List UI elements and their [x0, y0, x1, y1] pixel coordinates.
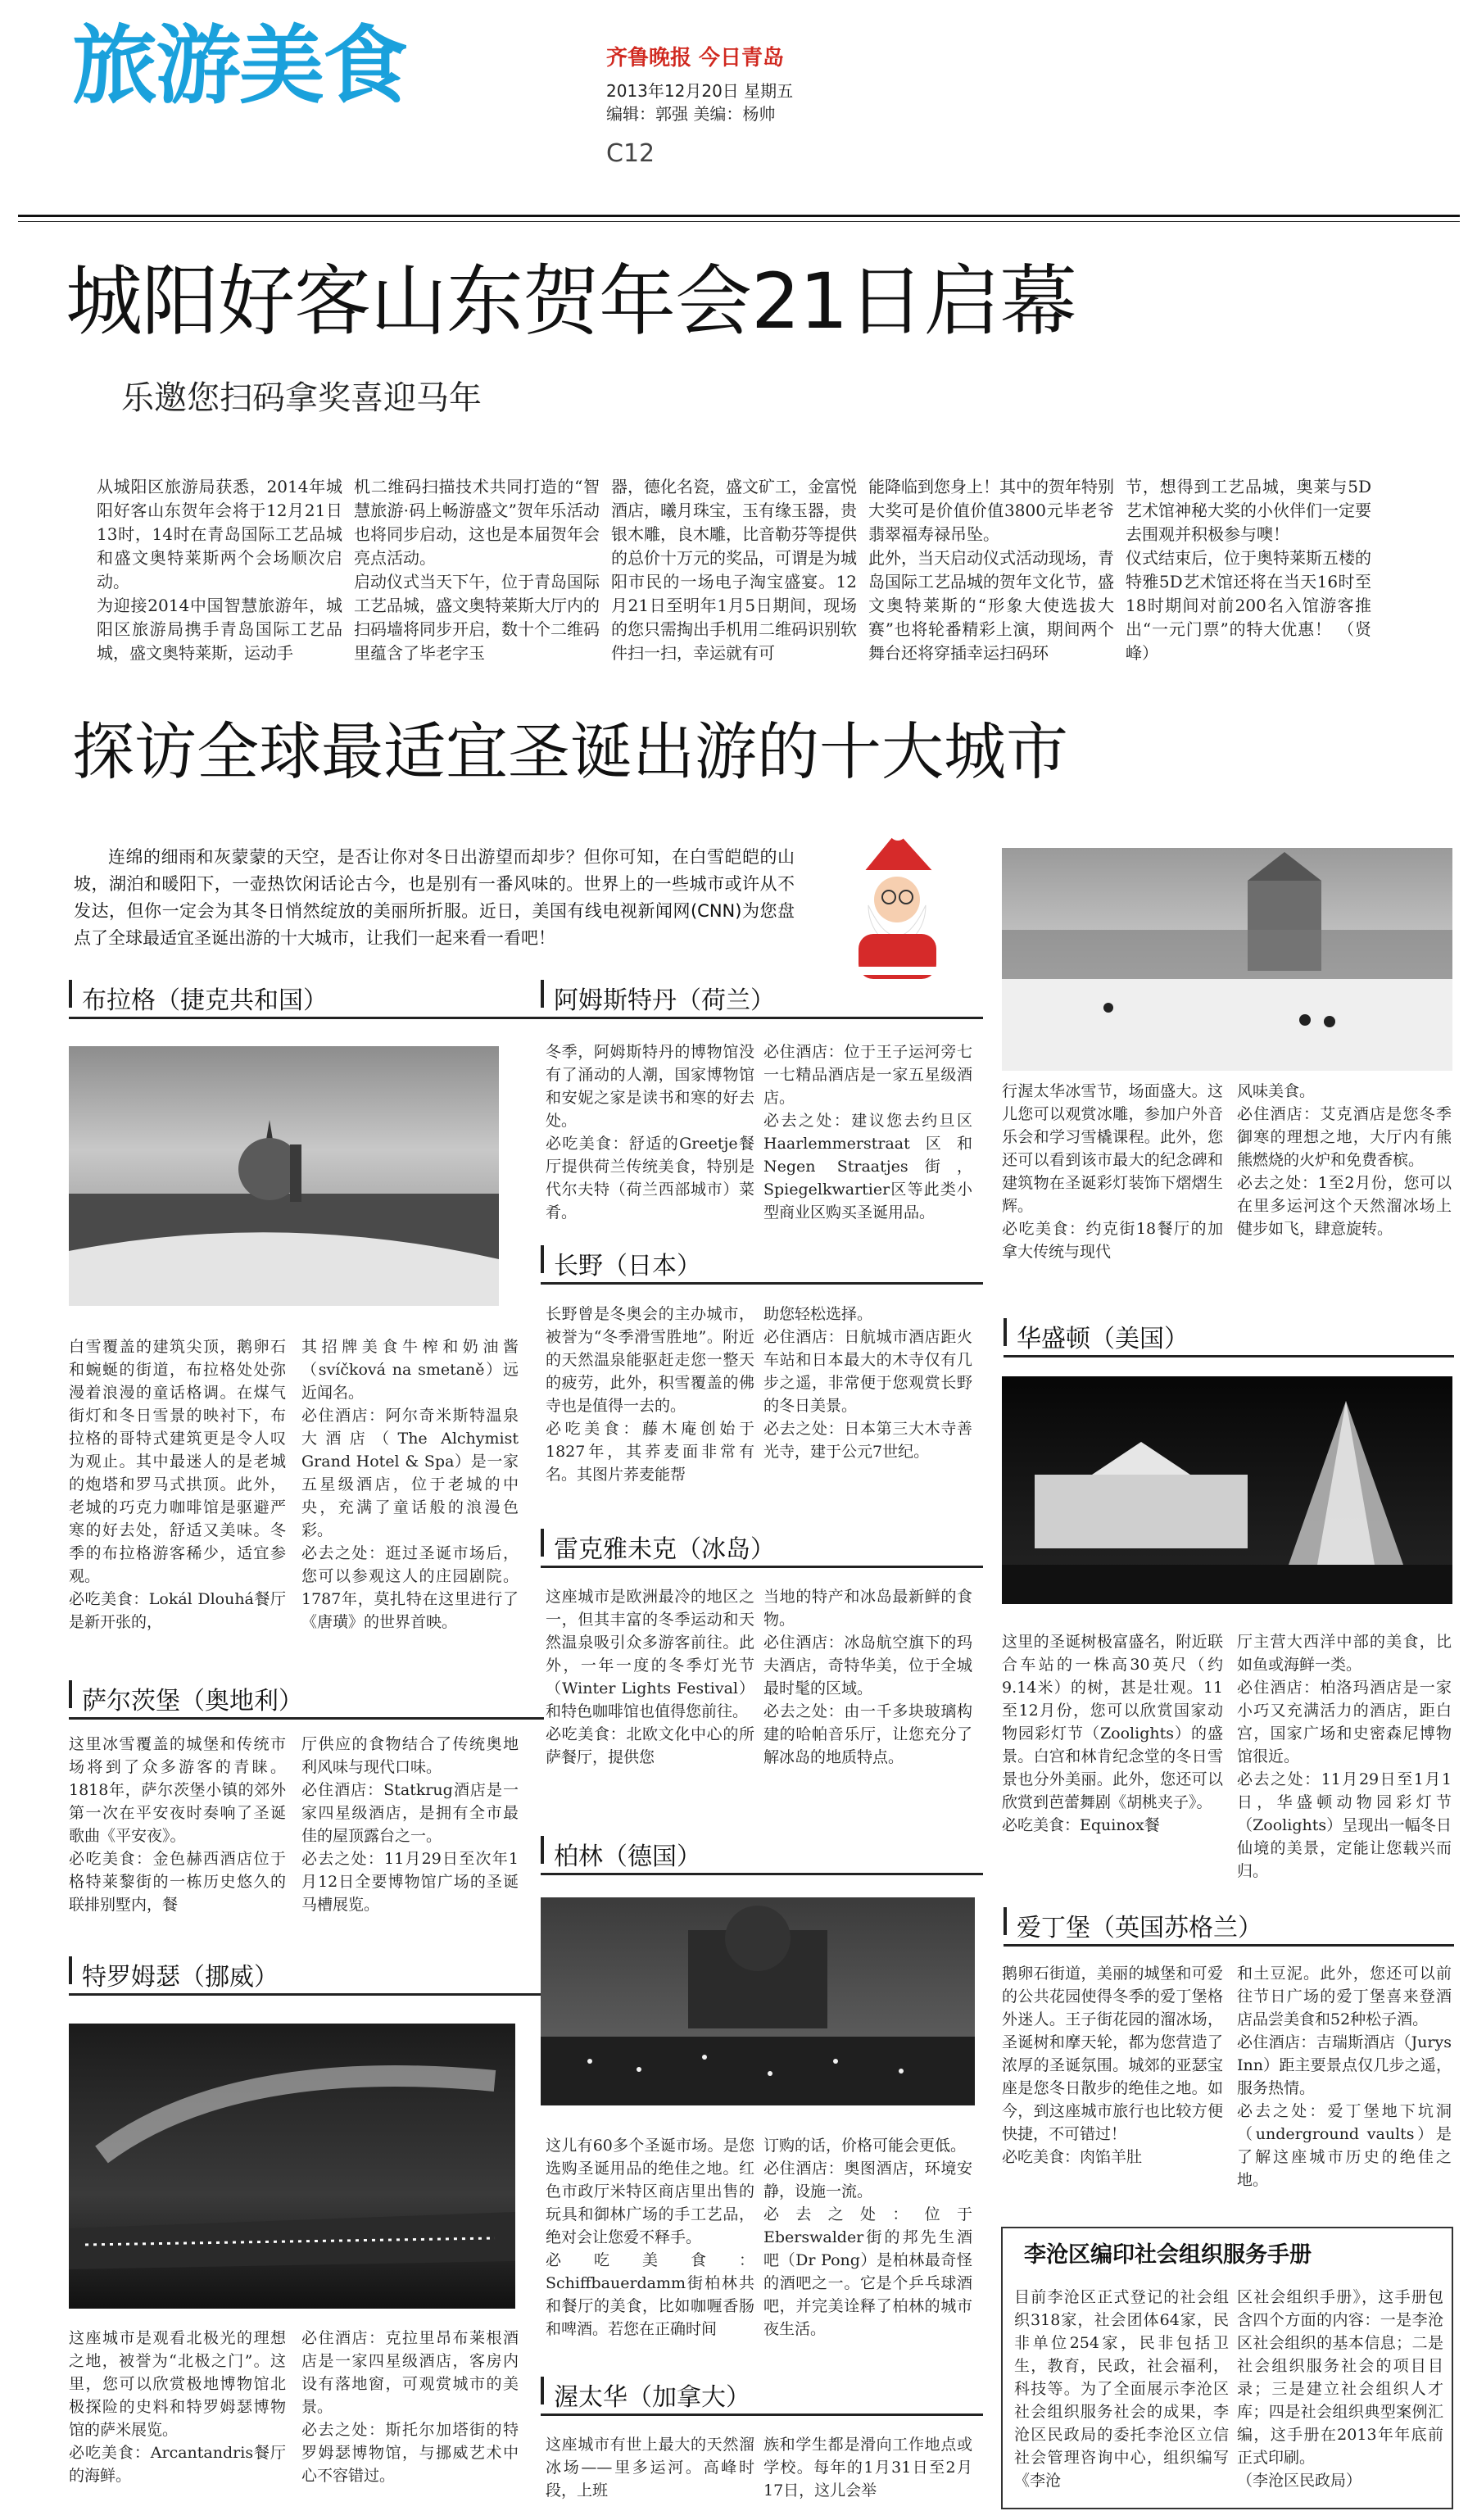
lead-subhead: 乐邀您扫码拿奖喜迎马年: [121, 379, 482, 417]
lead-column-1: 从城阳区旅游局获悉，2014年城阳好客山东贺年会将于12月21日13时，14时在青岛国际工艺品城和盛文奥特莱斯两个会场顺次启动。 为迎接2014中国智慧旅游年，城阳区旅游局携手青岛国际工艺品城，盛文奥特莱斯，运动手: [97, 477, 342, 663]
ottawa-column-2: 族和学生都是滑向工作地点或学校。每年的1月31日至2月17日，这儿会举: [763, 2436, 972, 2500]
amsterdam-column-1: 冬季，阿姆斯特丹的博物馆没有了涌动的人潮，国家博物馆和安妮之家是读书和寒的好去处。 必吃美食：舒适的Greetje餐厅提供荷兰传统美食，特别是代尔夫特（荷兰西部城市）菜肴。: [546, 1043, 754, 1221]
prague-photo: [69, 1046, 499, 1306]
ottawa-column-1: 这座城市有世上最大的天然溜冰场——里多运河。高峰时段，上班: [546, 2436, 754, 2500]
tromso-aurora-photo: [69, 2024, 515, 2309]
ottawa-column-3: 行渥太华冰雪节，场面盛大。这儿您可以观赏冰雕，参加户外音乐会和学习雪橇课程。此外，您还可以看到该市最大的纪念碑和建筑物在圣诞彩灯装饰下熠熠生辉。 必吃美食：约克街18餐厅的加拿大传统与现代: [1002, 1082, 1223, 1261]
amsterdam-column-2: 必住酒店：位于王子运河旁七一七精品酒店是一家五星级酒店。 必去之处：建议您去约旦区Haarlemmerstraat区和Negen Straatjes街，Spiegelkwartier区等此类小型商业区购买圣诞用品。: [763, 1043, 972, 1221]
section-header-berlin: 柏林（德国）: [541, 1831, 983, 1875]
washington-column-1: 这里的圣诞树极富盛名，附近联合车站的一株高30英尺（约9.14米）的树，甚是壮观。11至12月份，您可以欣赏国家动物园彩灯节（Zoolights）的盛景。白宫和林肯纪念堂的冬日雪景也分外美丽。此外，您还可以欣赏到芭蕾舞剧《胡桃夹子》。 必吃美食：Equinox餐: [1002, 1633, 1223, 1834]
washington-column-2: 厅主营大西洋中部的美食，比如鱼或海鲜一类。 必住酒店：柏洛玛酒店是一家小巧又充满活力的酒店，距白宫，国家广场和史密森尼博物馆很近。 必去之处：11月29日至1月1日，华盛顿动物园彩灯节（Zoolights）呈现出一幅冬日仙境的美景，定能让您载兴而归。: [1237, 1633, 1452, 1880]
lead-column-5: 节，想得到工艺品城，奥莱与5D艺术馆神秘大奖的小伙伴们一定要去围观并积极参与噢！ 仪式结束后，位于奥特莱斯五楼的特雅5D艺术馆还将在当天16时至18时期间对前200名入馆游客推出“一元门票”的特大优惠！ （贤峰）: [1126, 477, 1371, 663]
lead-column-2: 机二维码扫描技术共同打造的“智慧旅游·码上畅游盛文”贺年乐活动也将同步启动，这也是本届贺年会亮点活动。 启动仪式当天下午，位于青岛国际工艺品城，盛文奥特莱斯大厅内的扫码墙将同步开启，数十个二维码里蕴含了毕老字玉: [354, 477, 600, 663]
section-header-salzburg: 萨尔茨堡（奥地利）: [69, 1675, 544, 1720]
section-header-edinburgh: 爱丁堡（英国苏格兰）: [1004, 1902, 1454, 1947]
reykjavik-column-1: 这座城市是欧洲最冷的地区之一，但其丰富的冬季运动和天然温泉吸引众多游客前往。此外，一年一度的冬季灯光节（Winter Lights Festival）和特色咖啡馆也值得您前往。 必吃美食：北欧文化中心的所萨餐厅，提供您: [546, 1588, 754, 1766]
edinburgh-column-1: 鹅卵石街道，美丽的城堡和可爱的公共花园使得冬季的爱丁堡格外迷人。王子街花园的溜冰场，圣诞树和摩天轮，都为您营造了浓厚的圣诞氛围。城郊的亚瑟宝座是您冬日散步的绝佳之地。如今，到这座城市旅行也比较方便快捷，不可错过！ 必吃美食：肉馅羊肚: [1002, 1965, 1223, 2166]
editor-line: 编辑：郭强 美编：杨帅: [606, 104, 776, 124]
ottawa-column-4: 风味美食。 必住酒店：艾克酒店是您冬季御寒的理想之地，大厅内有熊熊燃烧的火炉和免费香槟。 必去之处：1至2月份，您可以在里多运河这个天然溜冰场上健步如飞，肆意旋转。: [1237, 1082, 1452, 1238]
washington-white-house-photo: [1002, 1376, 1452, 1604]
page-number: C12: [606, 139, 655, 168]
prague-column-1: 白雪覆盖的建筑尖顶，鹅卵石和蜿蜒的街道，布拉格处处弥漫着浪漫的童话格调。在煤气街灯和冬日雪景的映衬下，布拉格的哥特式建筑更是令人叹为观止。其中最迷人的是老城的炮塔和罗马式拱顶。此外，老城的巧克力咖啡馆是驱避严寒的好去处，舒适又美味。冬季的布拉格游客稀少，适宜参观。 必吃美食：Lokál Dlouhá餐厅是新开张的，: [69, 1338, 286, 1631]
section-header-tromso: 特罗姆瑟（挪威）: [69, 1951, 544, 1996]
berlin-market-photo: [541, 1897, 975, 2105]
feature-intro: 连绵的细雨和灰蒙蒙的天空，是否让你对冬日出游望而却步？但你可知，在白雪皑皑的山坡，湖泊和暖阳下，一壶热饮闲话论古今，也是别有一番风味的。世界上的一些城市或许从不发达，但你一定会为其冬日悄然绽放的美丽所折服。近日，美国有线电视新闻网(CNN)为您盘点了全球最适宜圣诞出游的十大城市，让我们一起来看一看吧！: [74, 847, 795, 948]
masthead-divider-thin: [18, 221, 1460, 222]
notice-title: 李沧区编印社会组织服务手册: [1024, 2242, 1312, 2268]
notice-column-2: 区社会组织手册》，这手册包含四个方面的内容：一是李沧区社会组织的基本信息；二是社会组织服务社会的项目目录；三是建立社会组织人才库；四是社会组织典型案例汇编，这手册在2013年年底前正式印刷。 （李沧区民政局）: [1237, 2288, 1443, 2490]
reykjavik-column-2: 当地的特产和冰岛最新鲜的食物。 必住酒店：冰岛航空旗下的玛夫酒店，奇特华美，位于全城最时髦的区域。 必去之处：由一千多块玻璃构建的哈帕音乐厅，让您充分了解冰岛的地质特点。: [763, 1588, 972, 1766]
notice-column-1: 目前李沧区正式登记的社会组织318家，社会团体64家，民非单位254家，民非包括卫生，教育，民政，社会福利，科技等。为了全面展示李沧区社会组织服务社会的成果，李沧区民政局的委托李沧区立信社会管理咨询中心，组织编写《李沧: [1014, 2288, 1229, 2490]
nagano-column-2: 助您轻松选择。 必住酒店：日航城市酒店距火车站和日本最大的木寺仅有几步之遥，非常便于您观赏长野的冬日美景。 必去之处：日本第三大木寺善光寺，建于公元7世纪。: [763, 1305, 972, 1461]
lead-headline: 城阳好客山东贺年会21日启幕: [66, 257, 1076, 347]
santa-illustration: [827, 827, 967, 983]
date-line: 2013年12月20日 星期五: [606, 81, 794, 101]
salzburg-column-2: 厅供应的食物结合了传统奥地利风味与现代口味。 必住酒店：Statkrug酒店是一家四星级酒店，是拥有全市最佳的屋顶露台之一。 必去之处：11月29日至次年1月12日全要博物馆广场的圣诞马槽展览。: [301, 1735, 519, 1914]
newspaper-brand: 齐鲁晚报 今日青岛: [606, 46, 785, 70]
lead-column-4: 能降临到您身上！其中的贺年特别大奖可是价值价值3800元毕老爷翡翠福寿禄吊坠。 此外，当天启动仪式活动现场，青岛国际工艺品城的贺年文化节，盛文奥特莱斯的“形象大使选拔大赛”也将轮番精彩上演，期间两个舞台还将穿插幸运扫码环: [868, 477, 1114, 663]
edinburgh-column-2: 和土豆泥。此外，您还可以前往节日广场的爱丁堡喜来登酒店品尝美食和52种松子酒。 必住酒店：吉瑞斯酒店（Jurys Inn）距主要景点仅几步之遥，服务热情。 必去之处：爱丁堡地下坑洞（underground vaults）是了解这座城市历史的绝佳之地。: [1237, 1965, 1452, 2189]
masthead-divider: [18, 215, 1460, 217]
section-title-logo: 旅游美食: [72, 16, 407, 116]
section-header-amsterdam: 阿姆斯特丹（荷兰）: [541, 975, 983, 1019]
section-header-prague: 布拉格（捷克共和国）: [69, 975, 544, 1019]
salzburg-column-1: 这里冰雪覆盖的城堡和传统市场将到了众多游客的青睐。1818年，萨尔茨堡小镇的郊外第一次在平安夜时奏响了圣诞歌曲《平安夜》。 必吃美食：金色赫西酒店位于格特莱黎街的一栋历史悠久的联排别墅内，餐: [69, 1735, 286, 1914]
section-header-ottawa: 渥太华（加拿大）: [541, 2372, 983, 2416]
prague-column-2: 其招牌美食牛榨和奶油酱（svíčková na smetaně）远近闻名。 必住酒店：阿尔奇米斯特温泉大酒店（The Alchymist Grand Hotel & Spa）是一家五星级酒店，位于老城的中央，充满了童话般的浪漫色彩。 必去之处：逛过圣诞市场后，您可以参观这人的庄园剧院。1787年，莫扎特在这里进行了《唐璜》的世界首映。: [301, 1338, 519, 1631]
nagano-column-1: 长野曾是冬奥会的主办城市，被誉为“冬季滑雪胜地”。附近的天然温泉能驱赶走您一整天的疲劳，此外，积雪覆盖的佛寺也是值得一去的。 必吃美食：藤木庵创始于1827年，其荞麦面非常有名。其图片荞麦能帮: [546, 1305, 754, 1484]
section-header-reykjavik: 雷克雅未克（冰岛）: [541, 1524, 983, 1568]
ottawa-skating-photo: [1002, 848, 1452, 1071]
feature-headline: 探访全球最适宜圣诞出游的十大城市: [72, 715, 1068, 788]
berlin-column-1: 这儿有60多个圣诞市场。是您选购圣诞用品的绝佳之地。红色市政厅米特区商店里出售的玩具和御林广场的手工艺品，绝对会让您爱不释手。 必吃美食：Schiffbauerdamm街柏林共和餐厅的美食，比如咖喱香肠和啤酒。若您在正确时间: [546, 2137, 754, 2338]
section-header-nagano: 长野（日本）: [541, 1240, 983, 1285]
tromso-column-2: 必住酒店：克拉里昂布莱根酒店是一家四星级酒店，客房内设有落地窗，可观赏城市的美景。 必去之处：斯托尔加塔街的特罗姆瑟博物馆，与挪威艺术中心不容错过。: [301, 2329, 519, 2485]
section-header-washington: 华盛顿（美国）: [1004, 1313, 1454, 1357]
lead-column-3: 器，德化名瓷，盛文矿工，金富悦酒店，曦月珠宝，玉有缘玉器，贵银木雕，良木雕，比音勒芬等提供的总价十万元的奖品，可谓是为城阳市民的一场电子淘宝盛宴。12月21日至明年1月5日期间，现场的您只需掏出手机用二维码识别软件扫一扫，幸运就有可: [611, 477, 857, 663]
berlin-column-2: 订购的话，价格可能会更低。 必住酒店：奥图酒店，环境安静，设施一流。 必去之处：位于Eberswalder街的邦先生酒吧（Dr Pong）是柏林最奇怪的酒吧之一。它是个乒乓球酒吧，并完美诠释了柏林的城市夜生活。: [763, 2137, 972, 2338]
tromso-column-1: 这座城市是观看北极光的理想之地，被誉为“北极之门”。这里，您可以欣赏极地博物馆北极探险的史料和特罗姆瑟博物馆的萨米展览。 必吃美食：Arcantandris餐厅的海鲜。: [69, 2329, 286, 2485]
